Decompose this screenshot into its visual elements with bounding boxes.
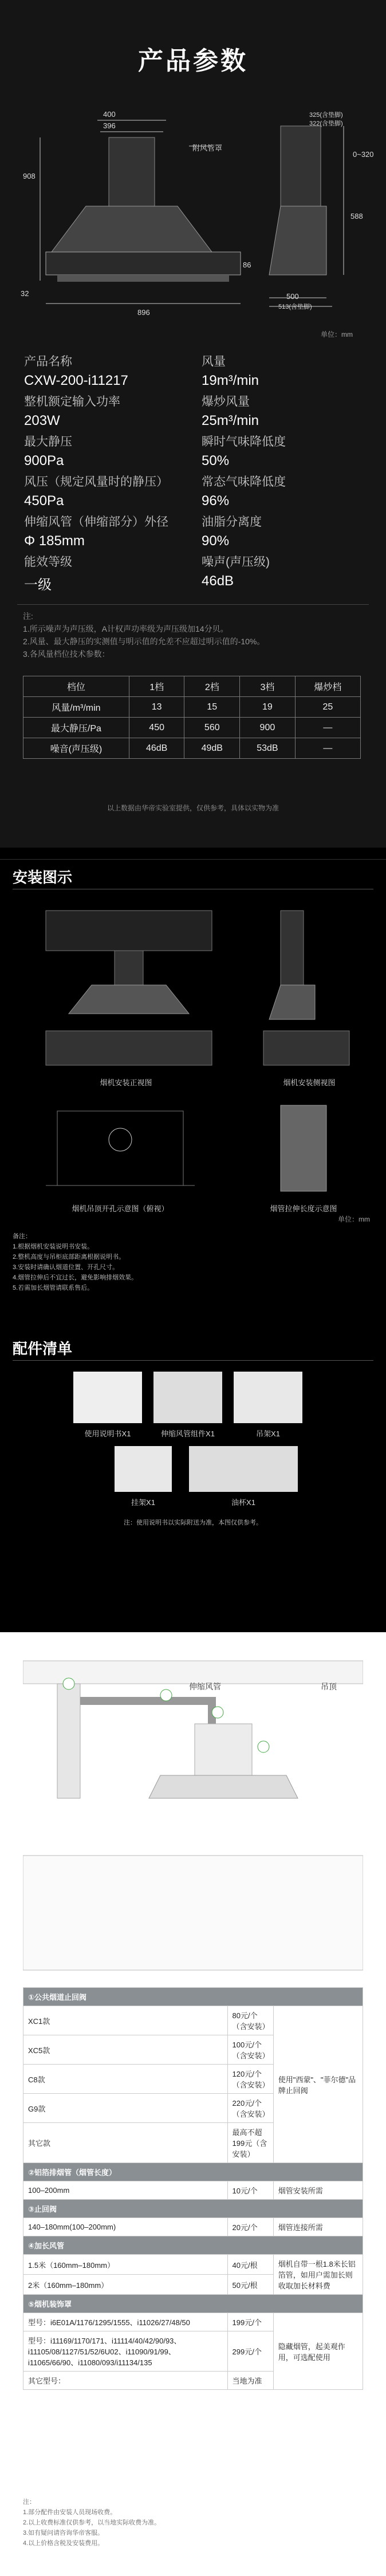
- dim-panel-h: 86: [243, 261, 251, 269]
- spec-duct: 伸缩风管（伸缩部分）外径 Φ 185mm: [24, 515, 168, 549]
- front-view-drawing: [23, 109, 263, 338]
- dim-total-width: 896: [137, 308, 150, 317]
- spec-grease: 油脂分离度 90%: [202, 515, 262, 549]
- dim-side-range: 0~320: [353, 150, 374, 159]
- caption-side: 烟机安装侧视图: [283, 1078, 336, 1087]
- accessory-hanger: 吊架X1: [256, 1429, 280, 1438]
- table-row: ②铝箔排烟管（烟管长度）: [23, 2163, 363, 2181]
- dim-top-width: 400: [103, 110, 116, 119]
- oil-cup-image: [189, 1446, 298, 1492]
- table-row: ③止回阀: [23, 2200, 363, 2218]
- spec-name: 产品名称 CXW-200-i11217: [24, 355, 128, 388]
- duct-image: [153, 1372, 222, 1423]
- install-diagram: [23, 1649, 363, 1976]
- divider: [17, 604, 369, 605]
- table-row: 2米（160mm–180mm） 50元/根: [23, 2275, 363, 2295]
- spec-power: 整机额定输入功率 203W: [24, 395, 120, 428]
- pipe-cover-label: 附风管罩: [192, 144, 223, 152]
- table-row: 100–200mm 10元/个 烟管安装所需: [23, 2181, 363, 2200]
- table-row: ①公共烟道止回阀: [23, 1988, 363, 2006]
- table-row: XC1款 80元/个（含安装） 使用"西蒙"、"菲尔德"品牌止回阀: [23, 2006, 363, 2035]
- table-row: 其它款 最高不超199元（含安装）: [23, 2123, 363, 2163]
- dim-side-top1: 325(含垫脚): [309, 112, 343, 119]
- unit-label: 单位：mm: [321, 330, 353, 338]
- spec-instant-odor: 瞬时气味降低度 50%: [202, 435, 286, 468]
- dim-inner-width: 396: [103, 121, 116, 130]
- dim-side-height: 588: [350, 212, 363, 220]
- install-unit: 单位：mm: [338, 1215, 370, 1223]
- table-row: C8款 120元/个（含安装）: [23, 2065, 363, 2094]
- table-row: 最大静压/Pa 450 560 900 —: [23, 718, 361, 738]
- table-row: 型号：i6E01A/1176/1295/1555、i11026/27/48/50 199元/个 隐藏烟管，起美观作用，可选配使用: [23, 2313, 363, 2331]
- duct-stretch-drawing: [258, 1100, 349, 1197]
- dim-side-depth2: 513(含垫脚): [278, 304, 312, 310]
- label-ceiling: 吊顶: [321, 1682, 337, 1691]
- caption-front: 烟机安装正视图: [100, 1078, 152, 1087]
- install-notes: 备注： 1.根据烟机安装说明书安装。 2.整机高度与吊柜底部距离根据说明书。 3.安装时请确认烟道位置、开孔尺寸。 4.烟管拉伸后不宜过长，避免影响排烟效果。 5.若需加长烟管请联系售后。: [13, 1233, 138, 1291]
- hanger-image: [234, 1372, 302, 1423]
- caption-ceiling: 烟机吊顶开孔示意图（俯视）: [72, 1204, 169, 1213]
- spec-energy: 能效等级 一级: [24, 556, 72, 593]
- table-row: 1.5米（160mm–180mm） 40元/根 烟机自带一根1.8米长铝箔管，如用户需加长则收取加长材料费: [23, 2255, 363, 2275]
- spec-boost-airflow: 爆炒风量 25m³/min: [202, 395, 259, 428]
- accessory-manual: 使用说明书X1: [84, 1429, 131, 1438]
- table-row: 140–180mm(100–200mm) 20元/个 烟管连接所需: [23, 2218, 363, 2236]
- accessory-note: 注：使用说明书以实际附送为准，本图仅供参考。: [124, 1519, 262, 1526]
- table-row: G9款 220元/个（含安装）: [23, 2094, 363, 2123]
- manual-image: [73, 1372, 142, 1423]
- spec-pressure: 风压（规定风量时的静压） 450Pa: [24, 475, 168, 509]
- table-row: ④加长风管: [23, 2236, 363, 2255]
- notes-block: 注: 1.所示噪声为声压级，A计权声功率级为声压级加14分贝。 2.风量、最大静压的实测值与明示值的允差不应超过明示值的-10%。 3.各风量档位技术参数：: [23, 612, 265, 659]
- side-view-drawing: [246, 109, 378, 338]
- dim-height: 908: [23, 172, 36, 180]
- accessory-bracket: 挂架X1: [131, 1498, 155, 1507]
- ceiling-hole-drawing: [46, 1100, 195, 1197]
- spec-max-pressure: 最大静压 900Pa: [24, 435, 72, 468]
- caption-duct: 烟管拉伸长度示意图: [270, 1204, 337, 1213]
- spec-noise: 噪声(声压级) 46dB: [202, 556, 270, 589]
- table-row: 档位 1档 2档 3档 爆炒档: [23, 676, 361, 697]
- dim-side-top2: 322(含垫脚): [309, 120, 343, 127]
- bracket-image: [115, 1446, 172, 1492]
- spec-airflow: 风量 19m³/min: [202, 355, 259, 388]
- install-title: 安装图示: [13, 869, 73, 886]
- label-duct: 伸缩风管: [189, 1682, 221, 1691]
- table-row: 噪音(声压级) 46dB 49dB 53dB —: [23, 738, 361, 759]
- table-row: 型号：i11169/1170/171、i11114/40/42/90/93、i11105/08/1127/51/52/6U02、i11090/91/99、i11065/66/90、i11080/093/i11134/135 299元/个: [23, 2331, 363, 2372]
- spec-normal-odor: 常态气味降低度 96%: [202, 475, 286, 509]
- table-row: 其它型号： 当地为准: [23, 2372, 363, 2390]
- dim-side-depth1: 500: [286, 292, 299, 301]
- install-side-drawing: [252, 899, 367, 1071]
- gear-table: [23, 676, 361, 759]
- install-front-drawing: [34, 899, 223, 1071]
- accessories-title: 配件清单: [13, 1340, 73, 1357]
- price-footnote: 注： 1.部分配件由安装人员现场收费。 2.以上收费标准仅供参考，以当地实际收费为准。 3.如有疑问请咨询华帝客服。 4.以上价格含税及安装费用。: [23, 2499, 161, 2547]
- disclaimer: 以上数据由华帝实验室提供，仅供参考，具体以实物为准: [107, 804, 279, 812]
- accessory-duct: 伸缩风管组件X1: [161, 1429, 215, 1438]
- page-title: 产品参数: [138, 47, 248, 75]
- accessory-oil-cup: 油杯X1: [231, 1498, 255, 1507]
- table-row: XC5款 100元/个（含安装）: [23, 2035, 363, 2065]
- table-row: ⑤烟机装饰罩: [23, 2295, 363, 2313]
- dim-bottom-h: 32: [21, 289, 29, 298]
- table-row: 风量/m³/min 13 15 19 25: [23, 697, 361, 718]
- price-table: [23, 1987, 363, 2390]
